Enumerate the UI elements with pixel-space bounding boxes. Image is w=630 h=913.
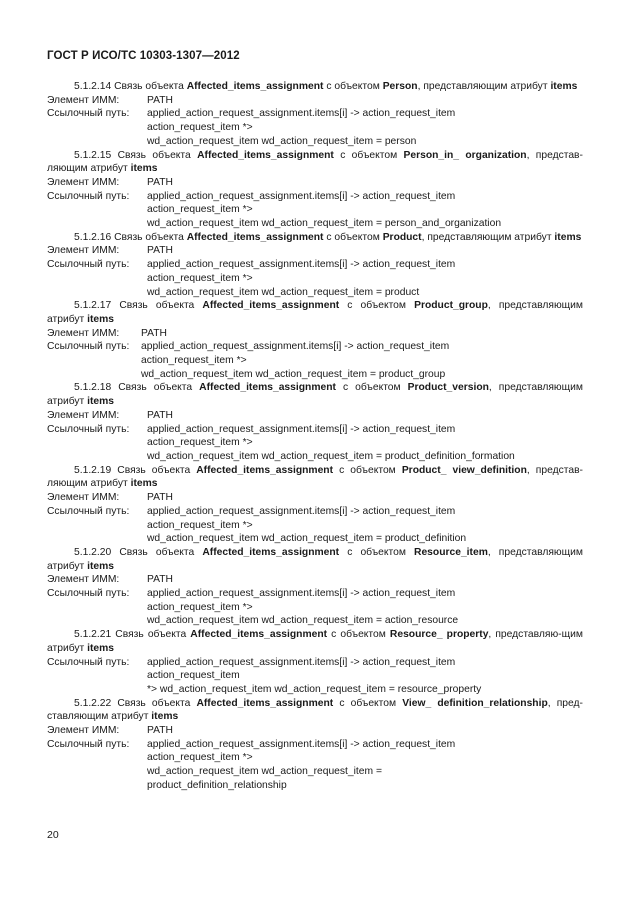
- reference-path-line: action_request_item *>: [147, 752, 253, 764]
- clause-text: с объектом: [339, 464, 396, 476]
- reference-path-row: [47, 190, 583, 204]
- imm-element-label: Элемент ИММ:: [47, 492, 120, 504]
- imm-element-label: Элемент ИММ:: [47, 574, 120, 586]
- reference-path-line: wd_action_request_item wd_action_request_item =: [147, 766, 382, 778]
- imm-element-label: Элемент ИММ:: [47, 245, 120, 257]
- clause-section: [47, 80, 583, 149]
- imm-element-value: PATH: [147, 94, 173, 106]
- entity-name: Affected_items_assignment: [186, 231, 324, 243]
- clause-section: [47, 231, 583, 300]
- reference-path-line: wd_action_request_item wd_action_request_item = product_definition: [147, 533, 467, 545]
- reference-path-line: wd_action_request_item wd_action_request_item = product_definition_formation: [147, 450, 515, 462]
- imm-element-row: [47, 573, 583, 587]
- reference-path-line: wd_action_request_item wd_action_request_item = product: [147, 286, 420, 298]
- clause-section: [47, 464, 583, 546]
- clause-text: с объектом: [347, 546, 406, 558]
- attribute-name: items: [151, 711, 179, 723]
- clause-number: 5.1.2.18: [74, 382, 112, 394]
- attribute-name: items: [87, 560, 115, 572]
- reference-path-line: applied_action_request_assignment.items[i] -> action_request_item: [147, 108, 456, 120]
- attribute-name: items: [130, 163, 158, 175]
- imm-element-value: PATH: [147, 725, 173, 737]
- reference-path-row: [47, 340, 583, 354]
- reference-path-label: Ссылочный путь:: [47, 108, 130, 120]
- clause-section: [47, 546, 583, 628]
- attribute-name: items: [87, 396, 115, 408]
- imm-element-value: PATH: [147, 176, 173, 188]
- clause-text: Связь объекта: [117, 464, 191, 476]
- imm-element-value: PATH: [147, 574, 173, 586]
- reference-path-line: applied_action_request_assignment.items[i] -> action_request_item: [147, 738, 456, 750]
- reference-path-line: action_request_item *>: [147, 204, 253, 216]
- reference-path-line: action_request_item *>: [147, 272, 253, 284]
- imm-element-value: PATH: [141, 327, 167, 339]
- reference-path-line: action_request_item *>: [147, 519, 253, 531]
- clause-heading: [47, 299, 583, 326]
- reference-path-line: action_request_item *>: [147, 122, 253, 134]
- clause-section: [47, 149, 583, 231]
- clause-number: 5.1.2.20: [74, 546, 112, 558]
- clause-text: с объектом: [339, 697, 397, 709]
- clause-text: с объектом: [326, 231, 380, 243]
- reference-path-row: [47, 656, 583, 670]
- entity-name: Affected_items_assignment: [196, 697, 334, 709]
- reference-path-line: product_definition_relationship: [147, 779, 287, 791]
- reference-path-line: action_request_item *>: [141, 355, 247, 367]
- clause-text: Связь объекта: [118, 382, 193, 394]
- document-body: [47, 80, 583, 793]
- entity-name: Affected_items_assignment: [199, 382, 336, 394]
- target-entity-name: Product_version: [407, 382, 489, 394]
- clause-heading: [47, 149, 583, 176]
- imm-element-label: Элемент ИММ:: [47, 94, 120, 106]
- imm-element-label: Элемент ИММ:: [47, 327, 120, 339]
- reference-path-line: applied_action_request_assignment.items[i] -> action_request_item: [147, 423, 456, 435]
- target-entity-name: View_ definition_relationship: [402, 697, 548, 709]
- reference-path-row: [47, 738, 583, 752]
- reference-path-line: applied_action_request_assignment.items[i] -> action_request_item: [147, 259, 456, 271]
- reference-path-line: wd_action_request_item wd_action_request_item = person: [147, 135, 417, 147]
- imm-element-row: [47, 491, 583, 505]
- clause-number: 5.1.2.19: [74, 464, 112, 476]
- clause-text: , представ-ляющим атрибут: [47, 149, 583, 175]
- reference-path-row: [47, 107, 583, 121]
- page-number: 20: [47, 829, 59, 841]
- reference-path-line: wd_action_request_item wd_action_request_item = person_and_organization: [147, 218, 502, 230]
- reference-path-line: applied_action_request_assignment.items[i] -> action_request_item: [147, 190, 456, 202]
- clause-heading: [47, 546, 583, 573]
- reference-path-line: applied_action_request_assignment.items[i] -> action_request_item: [147, 656, 456, 668]
- entity-name: Affected_items_assignment: [186, 81, 324, 92]
- attribute-name: items: [554, 231, 582, 243]
- entity-name: Affected_items_assignment: [196, 464, 334, 476]
- clause-text: , представляющим атрибут: [421, 231, 552, 243]
- reference-path-row: [47, 587, 583, 601]
- reference-path-line: applied_action_request_assignment.items[i] -> action_request_item: [141, 341, 450, 353]
- imm-element-label: Элемент ИММ:: [47, 409, 120, 421]
- reference-path-label: Ссылочный путь:: [47, 190, 130, 202]
- reference-path-label: Ссылочный путь:: [47, 341, 130, 353]
- clause-text: , пред-ставляющим атрибут: [47, 697, 583, 723]
- reference-path-label: Ссылочный путь:: [47, 423, 130, 435]
- reference-path-label: Ссылочный путь:: [47, 505, 130, 517]
- clause-text: с объектом: [340, 149, 398, 161]
- entity-name: Affected_items_assignment: [202, 546, 340, 558]
- entity-name: Affected_items_assignment: [190, 629, 328, 641]
- clause-text: , представляющим атрибут: [47, 382, 583, 408]
- attribute-name: items: [87, 313, 115, 325]
- clause-number: 5.1.2.14: [74, 81, 112, 92]
- target-entity-name: Product_ view_definition: [401, 464, 527, 476]
- clause-text: Связь объекта: [115, 629, 187, 641]
- reference-path-label: Ссылочный путь:: [47, 259, 130, 271]
- imm-element-row: [47, 724, 583, 738]
- entity-name: Affected_items_assignment: [202, 300, 340, 312]
- target-entity-name: Product_group: [414, 300, 488, 312]
- clause-section: [47, 697, 583, 793]
- reference-path-line: *> wd_action_request_item wd_action_request_item = resource_property: [147, 683, 482, 695]
- reference-path-line: wd_action_request_item wd_action_request_item = product_group: [141, 368, 446, 380]
- clause-text: Связь объекта: [114, 231, 184, 243]
- clause-section: [47, 299, 583, 381]
- imm-element-row: [47, 94, 583, 108]
- clause-heading: [47, 80, 583, 94]
- target-entity-name: Product: [382, 231, 422, 243]
- clause-text: Связь объекта: [117, 149, 191, 161]
- reference-path-line: applied_action_request_assignment.items[i] -> action_request_item: [147, 505, 456, 517]
- clause-text: Связь объекта: [117, 697, 191, 709]
- clause-number: 5.1.2.16: [74, 231, 112, 243]
- reference-path-label: Ссылочный путь:: [47, 738, 130, 750]
- clause-text: с объектом: [331, 629, 386, 641]
- imm-element-row: [47, 244, 583, 258]
- clause-text: , представ-ляющим атрибут: [47, 464, 583, 490]
- imm-element-row: [47, 176, 583, 190]
- clause-heading: [47, 697, 583, 724]
- reference-path-label: Ссылочный путь:: [47, 656, 130, 668]
- clause-heading: [47, 628, 583, 655]
- clause-heading: [47, 464, 583, 491]
- reference-path-line: wd_action_request_item wd_action_request_item = action_resource: [147, 615, 459, 627]
- target-entity-name: Resource_ property: [389, 629, 489, 641]
- imm-element-value: PATH: [147, 409, 173, 421]
- clause-heading: [47, 381, 583, 408]
- attribute-name: items: [550, 81, 578, 92]
- clause-text: Связь объекта: [119, 546, 195, 558]
- reference-path-line: action_request_item *>: [147, 437, 253, 449]
- reference-path-row: [47, 505, 583, 519]
- clause-text: , представляю-щим атрибут: [47, 629, 583, 654]
- reference-path-line: action_request_item *>: [147, 601, 253, 613]
- clause-text: , представляющим атрибут: [417, 81, 548, 92]
- target-entity-name: Person_in_ organization: [403, 149, 527, 161]
- clause-text: с объектом: [326, 81, 380, 92]
- imm-element-value: PATH: [147, 245, 173, 257]
- clause-text: , представляющим атрибут: [47, 300, 583, 325]
- attribute-name: items: [130, 478, 158, 490]
- clause-text: с объектом: [347, 300, 406, 312]
- target-entity-name: Person: [382, 81, 418, 92]
- clause-text: Связь объекта: [119, 300, 195, 312]
- entity-name: Affected_items_assignment: [197, 149, 334, 161]
- clause-heading: [47, 231, 583, 245]
- clause-text: , представляющим атрибут: [47, 546, 583, 572]
- clause-number: 5.1.2.17: [74, 300, 112, 312]
- imm-element-row: [47, 327, 583, 341]
- target-entity-name: Resource_item: [414, 546, 488, 558]
- clause-text: Связь объекта: [114, 81, 184, 92]
- clause-section: [47, 628, 583, 697]
- reference-path-line: applied_action_request_assignment.items[i] -> action_request_item: [147, 588, 456, 600]
- clause-text: с объектом: [342, 382, 401, 394]
- clause-number: 5.1.2.15: [74, 149, 112, 161]
- clause-number: 5.1.2.21: [74, 629, 112, 641]
- attribute-name: items: [87, 642, 115, 654]
- imm-element-value: PATH: [147, 492, 173, 504]
- clause-section: [47, 381, 583, 463]
- imm-element-label: Элемент ИММ:: [47, 725, 120, 737]
- reference-path-row: [47, 423, 583, 437]
- imm-element-label: Элемент ИММ:: [47, 176, 120, 188]
- clause-number: 5.1.2.22: [74, 697, 112, 709]
- reference-path-line: action_request_item: [147, 670, 240, 682]
- reference-path-row: [47, 258, 583, 272]
- document-header: ГОСТ Р ИСО/ТС 10303-1307—2012: [47, 50, 240, 62]
- reference-path-label: Ссылочный путь:: [47, 588, 130, 600]
- imm-element-row: [47, 409, 583, 423]
